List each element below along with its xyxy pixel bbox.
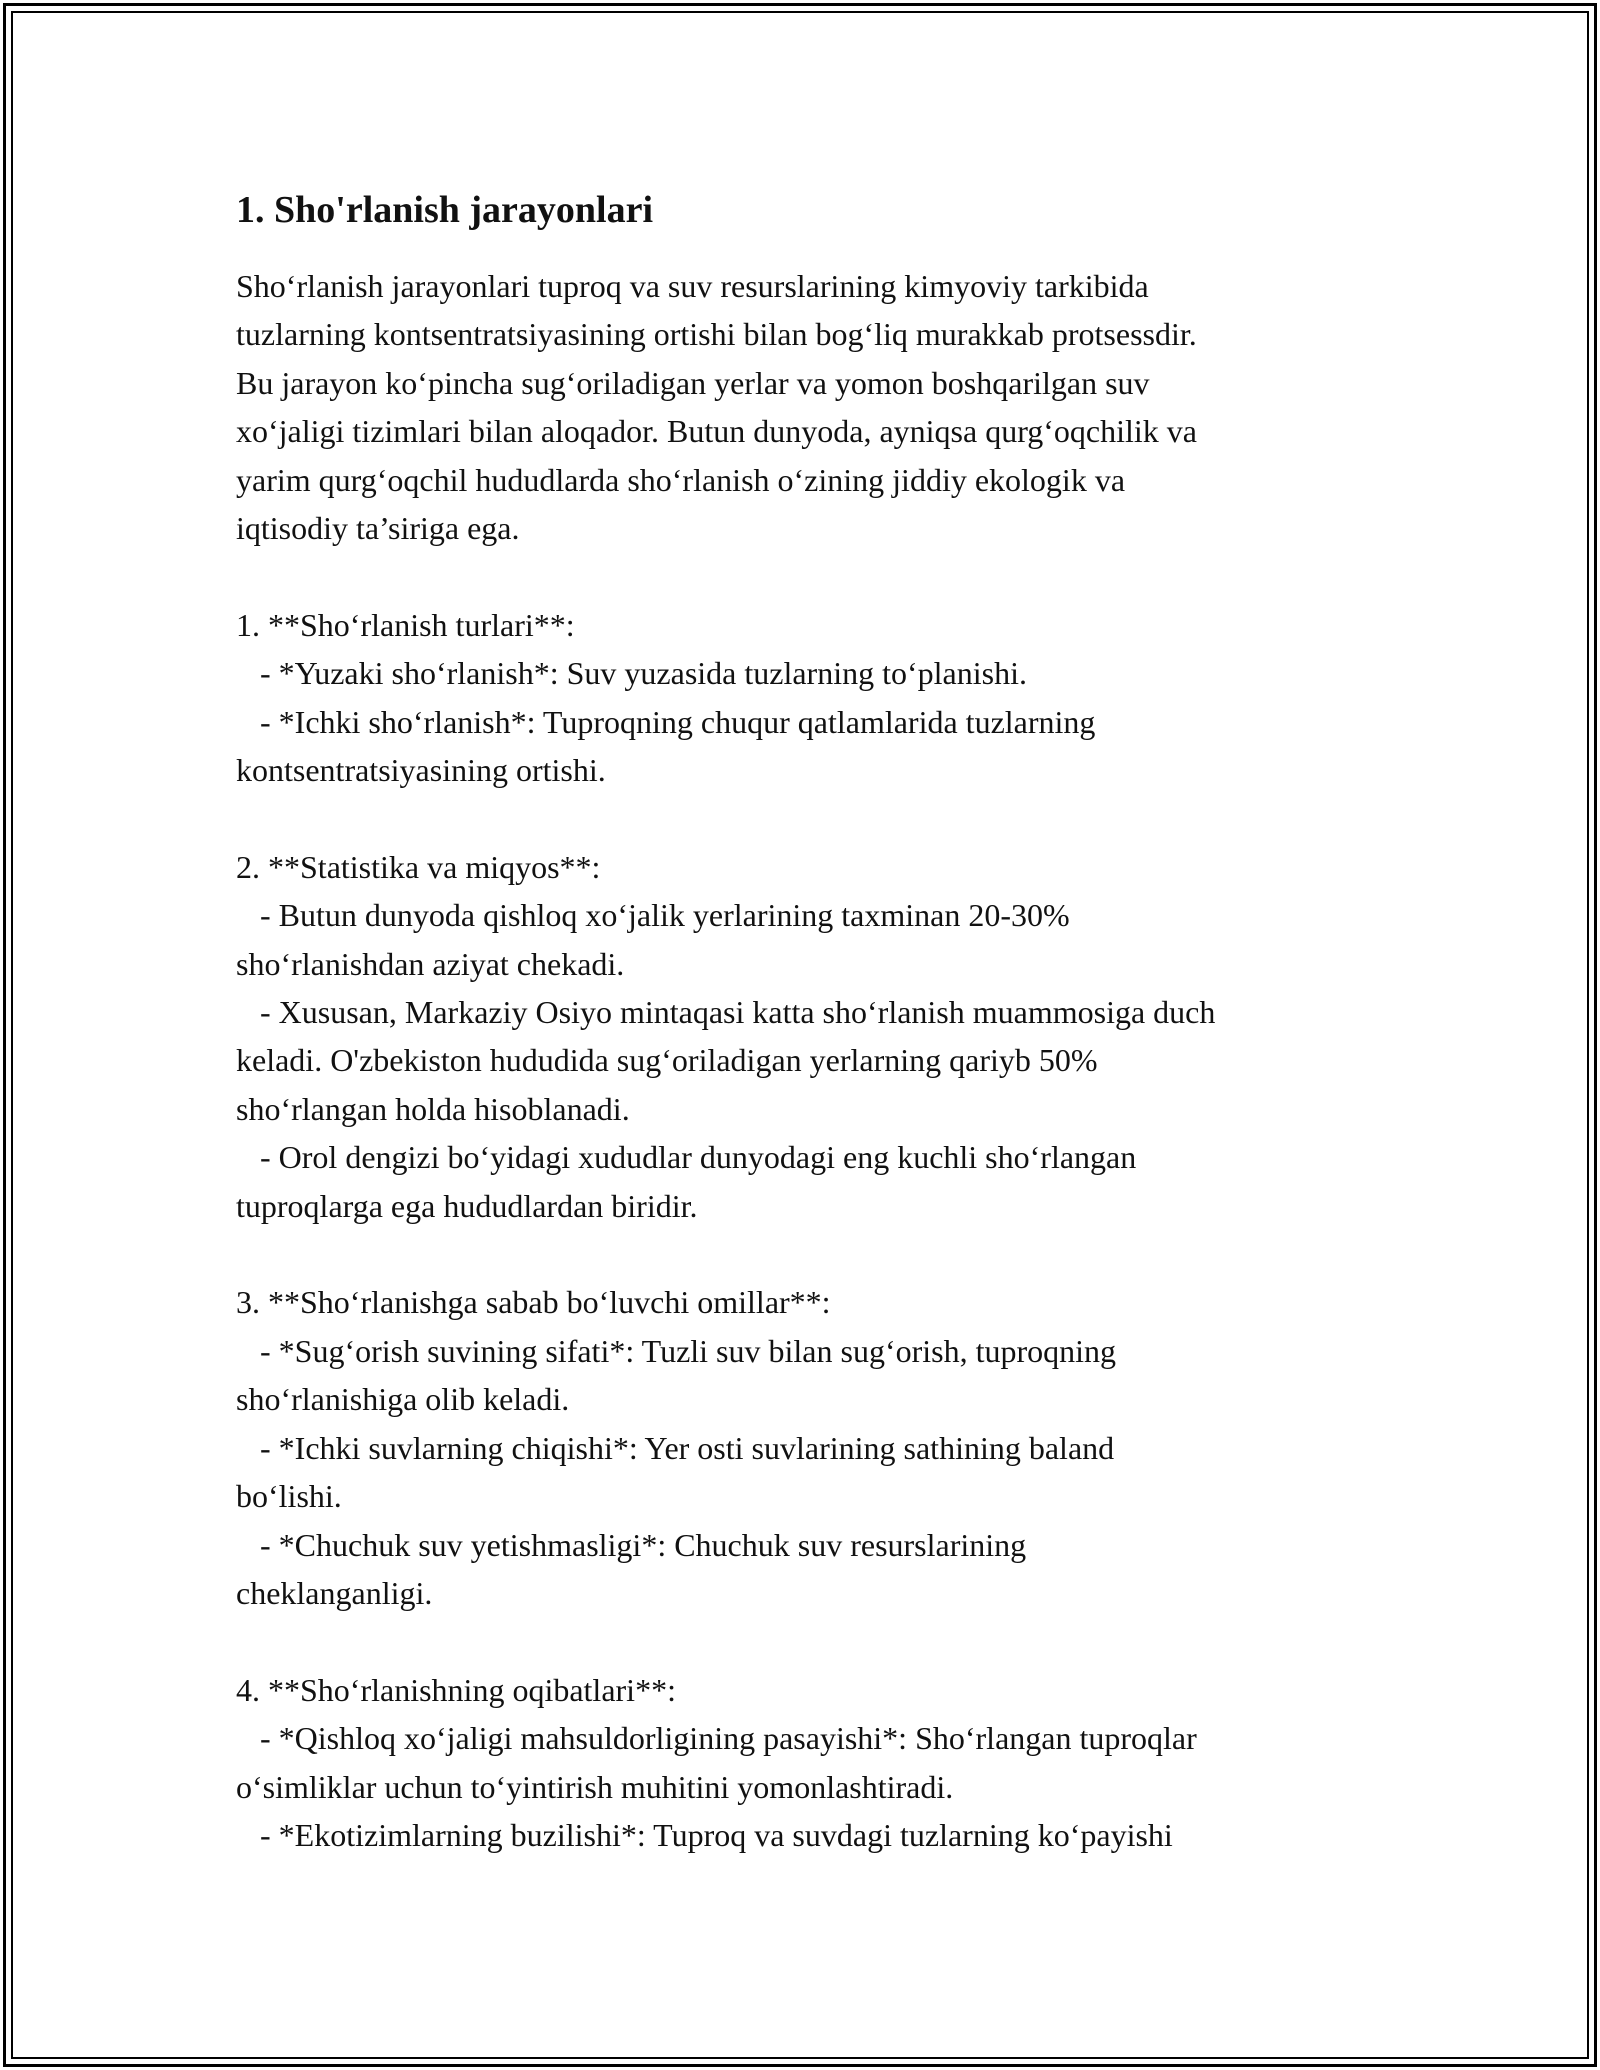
list-item: - *Ichki sho‘rlanish*: Tuproqning chuqur qatlamlarida tuzlarning	[236, 703, 1096, 740]
list-item: - *Chuchuk suv yetishmasligi*: Chuchuk suv resurslarining	[236, 1526, 1027, 1563]
intro-line: Bu jarayon ko‘pincha sug‘oriladigan yerlar va yomon boshqarilgan suv	[236, 364, 1150, 401]
list-item-continuation: keladi. O'zbekiston hududida sug‘oriladigan yerlarning qariyb 50%	[236, 1042, 1098, 1079]
list-item-continuation: sho‘rlanishiga olib keladi.	[236, 1381, 570, 1418]
list-item: - Xususan, Markaziy Osiyo mintaqasi katta sho‘rlanish muammosiga duch	[236, 994, 1216, 1031]
section-heading: 1. Sho'rlanish jarayonlari	[236, 189, 653, 231]
list-section-causes	[236, 1278, 1376, 1617]
intro-paragraph	[236, 262, 1376, 552]
list-item: - *Ekotizimlarning buzilishi*: Tuproq va suvdagi tuzlarning ko‘payishi	[236, 1816, 1173, 1853]
list-section-consequences	[236, 1666, 1376, 1860]
list-item-continuation: bo‘lishi.	[236, 1478, 342, 1515]
list-item: - Butun dunyoda qishloq xo‘jalik yerlarining taxminan 20-30%	[236, 897, 1070, 934]
paragraph-gap	[236, 1617, 1376, 1665]
list-item-continuation: sho‘rlangan holda hisoblanadi.	[236, 1090, 630, 1127]
list-item-continuation: kontsentratsiyasining ortishi.	[236, 752, 606, 789]
list-heading: 2. **Statistika va miqyos**:	[236, 848, 601, 885]
intro-line: xo‘jaligi tizimlari bilan aloqador. Butun dunyoda, ayniqsa qurg‘oqchilik va	[236, 413, 1197, 450]
intro-line: tuzlarning kontsentratsiyasining ortishi bilan bog‘liq murakkab protsessdir.	[236, 316, 1197, 353]
paragraph-gap	[236, 1230, 1376, 1278]
intro-line: Sho‘rlanish jarayonlari tuproq va suv resurslarining kimyoviy tarkibida	[236, 268, 1149, 304]
list-item-continuation: cheklanganligi.	[236, 1574, 433, 1611]
list-item: - *Sug‘orish suvining sifati*: Tuzli suv bilan sug‘orish, tuproqning	[236, 1332, 1117, 1369]
intro-line: yarim qurg‘oqchil hududlarda sho‘rlanish o‘zining jiddiy ekologik va	[236, 461, 1126, 498]
list-item-continuation: o‘simliklar uchun to‘yintirish muhitini yomonlashtiradi.	[236, 1768, 954, 1805]
list-heading: 4. **Sho‘rlanishning oqibatlari**:	[236, 1671, 676, 1708]
list-heading: 1. **Sho‘rlanish turlari**:	[236, 606, 575, 643]
list-item: - *Yuzaki sho‘rlanish*: Suv yuzasida tuzlarning to‘planishi.	[236, 655, 1027, 692]
paragraph-gap	[236, 794, 1376, 842]
list-heading: 3. **Sho‘rlanishga sabab bo‘luvchi omillar**:	[236, 1284, 831, 1321]
list-item: - *Qishloq xo‘jaligi mahsuldorligining pasayishi*: Sho‘rlangan tuproqlar	[236, 1720, 1197, 1757]
list-item: - *Ichki suvlarning chiqishi*: Yer osti suvlarining sathining baland	[236, 1429, 1115, 1466]
intro-line: iqtisodiy ta’siriga ega.	[236, 510, 520, 547]
document-body	[236, 186, 1376, 1859]
list-item-continuation: tuproqlarga ega hududlardan biridir.	[236, 1187, 698, 1224]
paragraph-gap	[236, 552, 1376, 600]
list-item: - Orol dengizi bo‘yidagi xududlar dunyodagi eng kuchli sho‘rlangan	[236, 1139, 1137, 1176]
list-section-salinization-types	[236, 601, 1376, 795]
list-item-continuation: sho‘rlanishdan aziyat chekadi.	[236, 945, 625, 982]
list-section-statistics	[236, 843, 1376, 1230]
